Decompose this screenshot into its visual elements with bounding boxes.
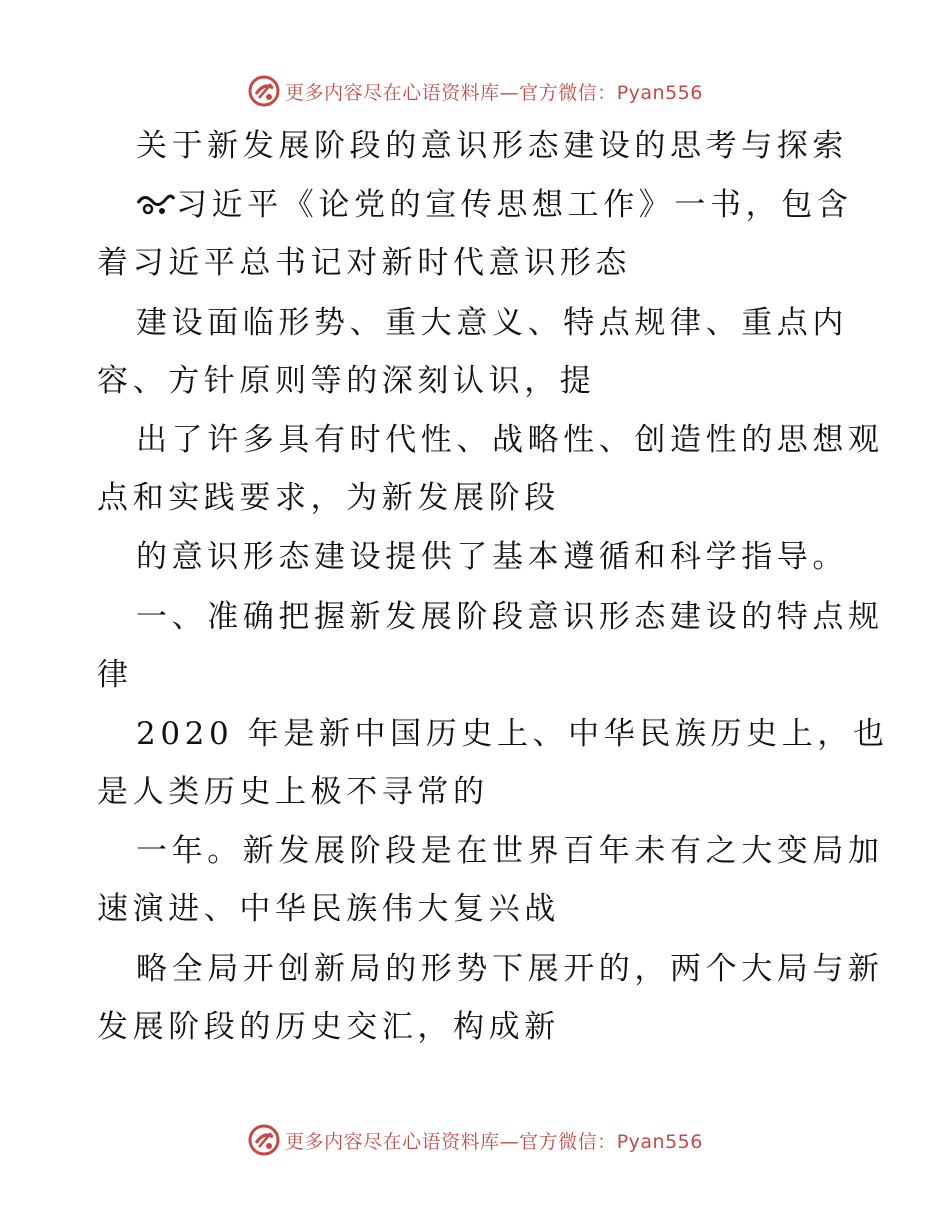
paragraph-line: 的意识形态建设提供了基本遵循和科学指导。 — [136, 539, 848, 575]
paragraph-line: 一年。新发展阶段是在世界百年未有之大变局加 — [136, 833, 884, 869]
paragraph-line — [136, 185, 852, 225]
banner-site-text: 更多内容尽在心语资料库 — [285, 1130, 500, 1153]
paragraph-text: 习近平《论党的宣传思想工作》一书，包含 — [176, 187, 853, 223]
paragraph-line: 容、方针原则等的深刻认识，提 — [97, 363, 596, 399]
document-title: 关于新发展阶段的意识形态建设的思考与探索 — [136, 128, 848, 164]
banner-separator: — — [499, 81, 520, 104]
section-heading: 一、准确把握新发展阶段意识形态建设的特点规 — [136, 599, 884, 635]
banner-wechat-label: 官方微信： — [519, 1130, 617, 1153]
paragraph-line: 出了许多具有时代性、战略性、创造性的思想观 — [136, 422, 884, 458]
paragraph-line: 速演进、中华民族伟大复兴战 — [97, 891, 560, 927]
paragraph-line: 着习近平总书记对新时代意识形态 — [97, 245, 631, 281]
logo-icon — [247, 1123, 281, 1157]
paragraph-line: 点和实践要求，为新发展阶段 — [97, 480, 560, 516]
logo-icon — [247, 74, 281, 108]
paragraph-line: 2020 年是新中国历史上、中华民族历史上，也 — [136, 716, 889, 752]
flourish-ornament-icon — [136, 189, 176, 219]
paragraph-line: 是人类历史上极不寻常的 — [97, 774, 489, 810]
banner-wechat-id: Pyan556 — [616, 81, 703, 104]
banner-site-text: 更多内容尽在心语资料库 — [285, 81, 500, 104]
footer-banner — [0, 1120, 950, 1160]
banner-wechat-id: Pyan556 — [616, 1130, 703, 1153]
paragraph-line: 发展阶段的历史交汇，构成新 — [97, 1009, 560, 1045]
banner-separator: — — [499, 1130, 520, 1153]
paragraph-line: 建设面临形势、重大意义、特点规律、重点内 — [136, 305, 848, 341]
section-heading-continuation: 律 — [97, 657, 133, 693]
banner-wechat-label: 官方微信： — [519, 81, 617, 104]
header-banner — [0, 71, 950, 111]
paragraph-line: 略全局开创新局的形势下展开的，两个大局与新 — [136, 951, 884, 987]
